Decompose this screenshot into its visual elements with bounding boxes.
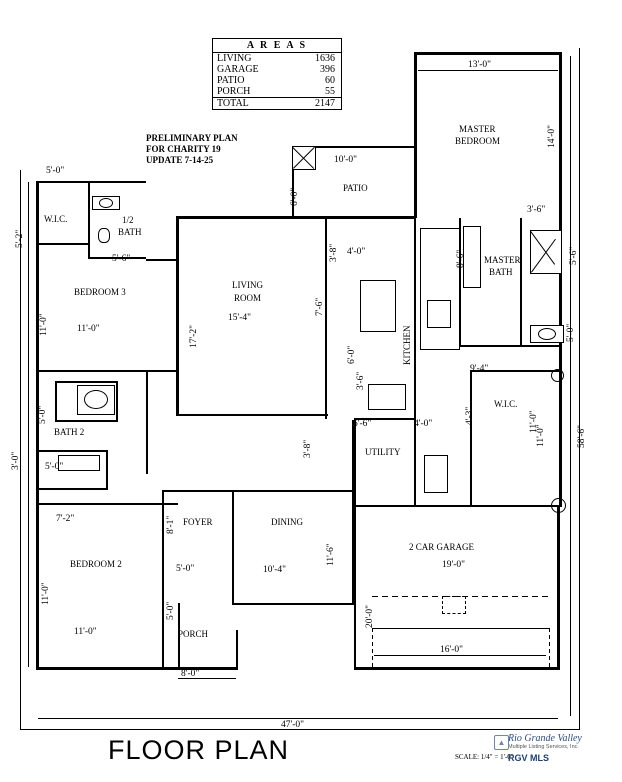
- dim-int-6-0: 6'-0": [290, 187, 300, 206]
- dim-int-11-0: 11'-0": [77, 324, 100, 334]
- wall-porch-top: [232, 603, 354, 605]
- dim-int-20-0: 20'-0": [365, 604, 375, 628]
- wall-garage-top: [354, 505, 559, 507]
- dim-int-5-0c: 5'-0": [45, 462, 64, 472]
- areas-row-total: [213, 98, 341, 110]
- wall-living-bottom: [178, 414, 328, 416]
- page-title: FLOOR PLAN: [108, 735, 290, 765]
- wall-kitchen-right: [414, 219, 416, 419]
- dim-int-8-1: 8'-1": [166, 515, 176, 534]
- room-label-master-bath-2: BATH: [489, 267, 513, 277]
- wall-porch-right: [236, 630, 238, 670]
- column-circle-1: [551, 498, 566, 513]
- dim-top-13-0: 13'-0": [468, 60, 492, 70]
- dim-line-left-overall: [28, 182, 29, 667]
- room-label-master-bedroom-2: BEDROOM: [455, 136, 501, 146]
- room-label-half-1: 1/2: [122, 215, 134, 225]
- areas-value-porch: 55: [325, 86, 335, 97]
- wall-mid-horizontal: [146, 259, 178, 261]
- wall-bath2-box-left: [55, 381, 57, 421]
- wall-bath2-box-right: [116, 381, 118, 421]
- areas-label-garage: GARAGE: [217, 64, 259, 75]
- areas-value-garage: 396: [320, 64, 335, 75]
- wall-bath2-box-bottom: [55, 420, 118, 422]
- dim-int-17-2: 17'-2": [189, 324, 199, 348]
- areas-label-porch: PORCH: [217, 86, 251, 97]
- dim-line-right-overall: [570, 56, 571, 716]
- areas-value-total: 2147: [293, 98, 341, 110]
- dim-int-5-6: 5'-6": [112, 254, 131, 264]
- dim-left-5-0: 5'-0": [46, 166, 65, 176]
- garage-door: [372, 628, 550, 629]
- areas-label-total: TOTAL: [213, 98, 293, 110]
- room-label-bath-2: BATH 2: [54, 427, 85, 437]
- dim-line-bottom-overall: [38, 718, 558, 719]
- wall-garage-left: [354, 505, 356, 670]
- dim-int-5-0e: 5'-0": [166, 601, 176, 620]
- dim-int-11-0c: 11'-0": [74, 627, 97, 637]
- frame-left: [20, 170, 21, 730]
- half-bath-sink: [99, 198, 113, 208]
- dim-int-11-6: 11'-6": [326, 543, 336, 566]
- areas-row-patio: [213, 75, 341, 86]
- garage-door-right-jamb: [549, 628, 550, 668]
- areas-rows: [213, 53, 341, 109]
- preliminary-note: [146, 133, 238, 166]
- note-line-1: PRELIMINARY PLAN: [146, 133, 238, 143]
- dim-right-5-6: 5'-6": [569, 246, 579, 265]
- room-label-utility: UTILITY: [365, 447, 401, 457]
- dim-int-7-2: 7'-2": [56, 514, 75, 524]
- wall-wic2-left: [470, 370, 472, 506]
- wall-closet-box-right: [106, 450, 108, 488]
- wall-masterbath-bottom: [459, 345, 561, 347]
- wall-master-top: [414, 52, 562, 55]
- dim-int-11-0b: 11'-0": [536, 424, 546, 447]
- dim-int-5-0d: 5'-0": [176, 564, 195, 574]
- dim-int-10-4: 10'-4": [263, 565, 287, 575]
- master-sink-oval: [538, 328, 556, 340]
- dim-int-6-6: 6'-6": [353, 419, 372, 429]
- dim-left-11-0b: 11'-0": [41, 582, 51, 605]
- note-line-2: FOR CHARITY 19: [146, 144, 221, 154]
- wall-pantry: [368, 384, 406, 410]
- room-label-living-1: LIVING: [232, 280, 263, 290]
- wall-foyer-left: [162, 490, 164, 670]
- dim-bottom-8-0: 8'-0": [181, 669, 200, 679]
- room-label-garage: 2 CAR GARAGE: [409, 542, 475, 552]
- wall-closet-box-top: [36, 450, 108, 452]
- areas-header: A R E A S: [213, 39, 341, 53]
- areas-row-garage: [213, 64, 341, 75]
- dim-right-58-6: 58'-6": [577, 424, 587, 448]
- watermark-line-1: Rio Grande Valley: [508, 733, 582, 744]
- watermark-line-2: Multiple Listing Services, Inc.: [508, 744, 579, 750]
- garage-door-left-jamb: [372, 628, 373, 668]
- wall-hall-to-garage: [414, 419, 416, 505]
- areas-label-patio: PATIO: [217, 75, 245, 86]
- dim-int-4-0: 4'-0": [347, 247, 366, 257]
- dim-left-5-0b: 5'-0": [38, 405, 48, 424]
- wall-hall-vertical: [146, 372, 148, 474]
- wall-wic1-bottom: [36, 243, 90, 245]
- dim-int-4-0b: 4'-0": [414, 419, 433, 429]
- dim-int-6-0b: 6'-0": [347, 345, 357, 364]
- room-label-wic-1: W.I.C.: [44, 214, 68, 224]
- wall-master-left: [414, 52, 417, 218]
- wall-closet-box-bottom: [36, 488, 108, 490]
- areas-value-living: 1636: [315, 53, 335, 64]
- room-label-porch: PORCH: [178, 629, 209, 639]
- dim-int-19-0: 19'-0": [442, 560, 466, 570]
- wall-bedroom3-bottom: [36, 370, 178, 372]
- wall-garage-right: [557, 505, 560, 670]
- dim-bottom-16-0: 16'-0": [440, 645, 464, 655]
- wall-bedroom2-top: [36, 503, 178, 505]
- scale-note: SCALE: 1/4" = 1'-0": [455, 753, 514, 761]
- room-label-patio: PATIO: [343, 183, 368, 193]
- dim-left-3-0: 3'-0": [11, 451, 21, 470]
- dim-int-8-6: 8'-6": [456, 249, 466, 268]
- dim-int-10-0: 10'-0": [334, 155, 358, 165]
- room-label-master-bedroom-1: MASTER: [459, 124, 496, 134]
- wall-garage-bottom: [354, 667, 560, 670]
- room-label-kitchen: KITCHEN: [402, 325, 412, 365]
- wall-left-wing-top: [36, 181, 146, 183]
- dashed-line-garage: [372, 596, 548, 597]
- wall-corridor-right: [325, 219, 327, 419]
- dim-int-3-6: 3'-6": [356, 371, 366, 390]
- dim-int-9-4: 9'-4": [470, 364, 489, 374]
- room-label-bedroom-2: BEDROOM 2: [70, 559, 122, 569]
- areas-table: [212, 38, 342, 110]
- dim-bottom-47-0: 47'-0": [281, 720, 305, 730]
- wall-left-bottom: [36, 667, 178, 670]
- dim-int-11-0d: 11'-0": [529, 410, 539, 433]
- room-label-half-2: BATH: [118, 227, 142, 237]
- watermark: [497, 733, 614, 764]
- wall-corridor-left: [176, 216, 179, 416]
- areas-row-living: [213, 53, 341, 64]
- dim-right-5-0: 5'-0": [566, 323, 576, 342]
- room-label-living-2: ROOM: [234, 293, 262, 303]
- dim-right-3-6: 3'-6": [527, 205, 546, 215]
- wall-foyer-right: [232, 492, 234, 604]
- wall-left-outer: [36, 181, 39, 670]
- room-label-bedroom-3: BEDROOM 3: [74, 287, 126, 297]
- dim-int-4-3: 4'-3": [465, 406, 475, 425]
- room-label-master-bath-1: MASTER: [484, 255, 521, 265]
- mls-logo-icon: ▲: [494, 735, 509, 750]
- wall-utility-fixture: [424, 455, 448, 493]
- dim-int-15-4: 15'-4": [228, 313, 252, 323]
- areas-label-living: LIVING: [217, 53, 252, 64]
- bath2-tub-oval: [84, 390, 108, 409]
- half-bath-toilet: [98, 228, 110, 243]
- wall-bath2-box-top: [55, 381, 118, 383]
- frame-right: [579, 48, 580, 730]
- wall-kitchen-sink: [427, 300, 451, 328]
- garage-detail: [442, 596, 466, 614]
- wall-halfbath-left: [88, 183, 90, 259]
- bath2-vanity: [58, 455, 100, 471]
- watermark-line-3: RGV MLS: [508, 753, 550, 763]
- dim-int-7-6: 7'-6": [315, 297, 325, 316]
- areas-value-patio: 60: [325, 75, 335, 86]
- dim-left-11-0: 11'-0": [39, 313, 49, 336]
- wall-masterbath-right: [520, 218, 522, 346]
- dim-int-3-8b: 3'-8": [303, 439, 313, 458]
- dim-right-14-0: 14'-0": [547, 124, 557, 148]
- areas-row-porch: [213, 86, 341, 98]
- dim-int-3-8: 3'-8": [329, 243, 339, 262]
- room-label-wic-2: W.I.C.: [494, 399, 518, 409]
- wall-foyer-top: [162, 490, 354, 492]
- room-label-foyer: FOYER: [183, 517, 213, 527]
- wall-patio-bottom: [176, 216, 416, 219]
- room-label-dining: DINING: [271, 517, 303, 527]
- wall-lower-mid: [354, 419, 356, 505]
- wall-kitchen-island: [360, 280, 396, 332]
- wall-kitchen-counter: [420, 228, 460, 350]
- note-line-3: UPDATE 7-14-25: [146, 155, 214, 165]
- dim-left-5-2: 5'-2": [15, 229, 25, 248]
- column-circle-2: [551, 369, 564, 382]
